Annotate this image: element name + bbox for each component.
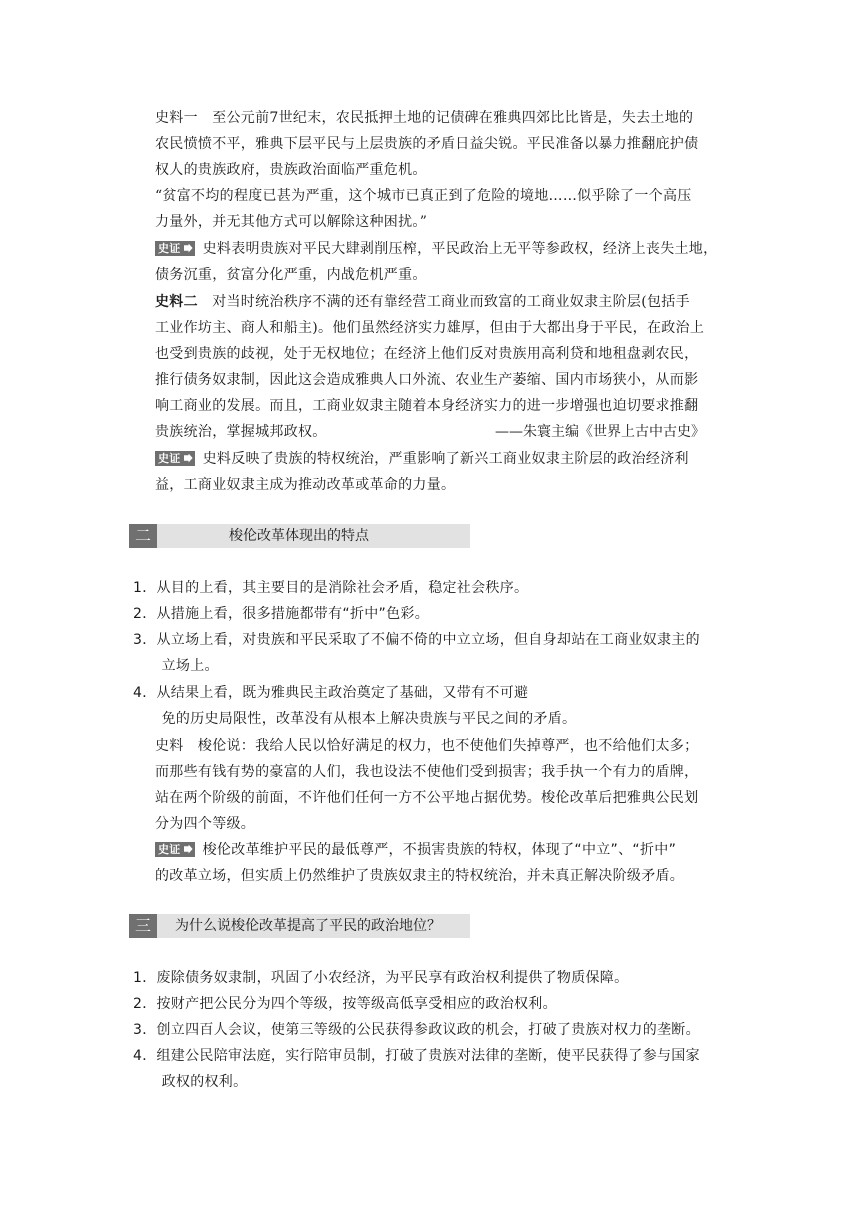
source-two-line: 贵族统治，掌握城邦政权。 — [155, 424, 327, 440]
evidence-note-three-cont: 的改革立场，但实质上仍然维护了贵族奴隶主的特权统治，并未真正解决阶级矛盾。 — [155, 868, 685, 884]
source-two-line: 工业作坊主、商人和船主)。他们虽然经济实力雄厚，但由于大都出身于平民，在政治上 — [155, 320, 705, 336]
arrow-icon — [184, 454, 193, 463]
quote-line: 而那些有钱有势的豪富的人们，我也设法不使他们受到损害；我手执一个有力的盾牌， — [155, 764, 699, 780]
source-one-quote-line: “贫富不均的程度已甚为严重，这个城市已真正到了危险的境地……似乎除了一个高压 — [155, 188, 692, 204]
source-one-line: 史料一 至公元前7世纪末，农民抵押土地的记债碑在雅典四郊比比皆是，失去土地的 — [155, 110, 694, 126]
evidence-note-three: 史证 梭伦改革维护平民的最低尊严，不损害贵族的特权，体现了“中立”、“折中” — [155, 840, 676, 860]
arrow-icon — [184, 244, 193, 253]
source-two-line: 史料二 对当时统治秩序不满的还有靠经营工商业而致富的工商业奴隶主阶层(包括手 — [155, 294, 690, 310]
section-number: 三 — [129, 914, 157, 938]
quote-line: 站在两个阶级的前面，不许他们任何一方不公平地占据优势。梭伦改革后把雅典公民划 — [155, 790, 699, 806]
evidence-badge: 史证 — [155, 842, 195, 857]
section-header-two — [129, 524, 470, 548]
source-two-line: 推行债务奴隶制，因此这会造成雅典人口外流、农业生产萎缩、国内市场狭小，从而影 — [155, 372, 699, 388]
quote-line: 史料 梭伦说：我给人民以恰好满足的权力，也不使他们失掉尊严，也不给他们太多； — [155, 738, 699, 754]
list-item-cont: 政权的权利。 — [133, 1074, 248, 1090]
evidence-badge: 史证 — [155, 241, 195, 256]
list-item-cont: 免的历史局限性，改革没有从根本上解决贵族与平民之间的矛盾。 — [133, 711, 577, 727]
list-item: 3．从立场上看，对贵族和平民采取了不偏不倚的中立立场，但自身却站在工商业奴隶主的 — [133, 632, 700, 648]
source-one-line: 权人的贵族政府，贵族政治面临严重危机。 — [155, 162, 427, 178]
evidence-note-two-cont: 益，工商业奴隶主成为推动改革或革命的力量。 — [155, 477, 456, 493]
section-title: 为什么说梭伦改革提高了平民的政治地位？ — [175, 918, 441, 934]
list-item: 2．按财产把公民分为四个等级，按等级高低享受相应的政治权利。 — [133, 996, 557, 1012]
source-one-line: 农民愤愤不平，雅典下层平民与上层贵族的矛盾日益尖锐。平民准备以暴力推翻庇护债 — [155, 136, 699, 152]
source-one-quote-line: 力量外，并无其他方式可以解除这种困扰。” — [155, 214, 428, 230]
list-item: 4．组建公民陪审法庭，实行陪审员制，打破了贵族对法律的垄断，使平民获得了参与国家 — [133, 1048, 700, 1064]
source-two-line: 也受到贵族的歧视，处于无权地位；在经济上他们反对贵族用高利贷和地租盘剥农民， — [155, 346, 699, 362]
quote-line: 分为四个等级。 — [155, 816, 256, 832]
source-two-label: 史料二 — [155, 294, 198, 310]
source-two-line: 响工商业的发展。而且，工商业奴隶主随着本身经济实力的进一步增强也迫切要求推翻 — [155, 398, 699, 414]
list-item: 3．创立四百人会议，使第三等级的公民获得参政议政的机会，打破了贵族对权力的垄断。 — [133, 1022, 700, 1038]
evidence-note-one-cont: 债务沉重，贫富分化严重，内战危机严重。 — [155, 267, 427, 283]
arrow-icon — [184, 845, 193, 854]
source-attribution: ——朱寰主编《世界上古中古史》 — [495, 424, 705, 440]
list-item-cont: 立场上。 — [133, 658, 219, 674]
evidence-note-one: 史证 史料表明贵族对平民大肆剥削压榨，平民政治上无平等参政权，经济上丧失土地， — [155, 239, 717, 259]
section-title: 梭伦改革体现出的特点 — [229, 528, 369, 544]
section-number: 二 — [129, 524, 157, 548]
evidence-badge: 史证 — [155, 451, 195, 466]
evidence-note-two: 史证 史料反映了贵族的特权统治，严重影响了新兴工商业奴隶主阶层的政治经济利 — [155, 449, 689, 469]
list-item: 1．从目的上看，其主要目的是消除社会矛盾，稳定社会秩序。 — [133, 580, 529, 596]
list-item: 2．从措施上看，很多措施都带有“折中”色彩。 — [133, 606, 430, 622]
list-item: 1．废除债务奴隶制，巩固了小农经济，为平民享有政治权利提供了物质保障。 — [133, 970, 629, 986]
list-item: 4．从结果上看，既为雅典民主政治奠定了基础，又带有不可避 — [133, 685, 529, 701]
section-header-three — [129, 914, 470, 938]
